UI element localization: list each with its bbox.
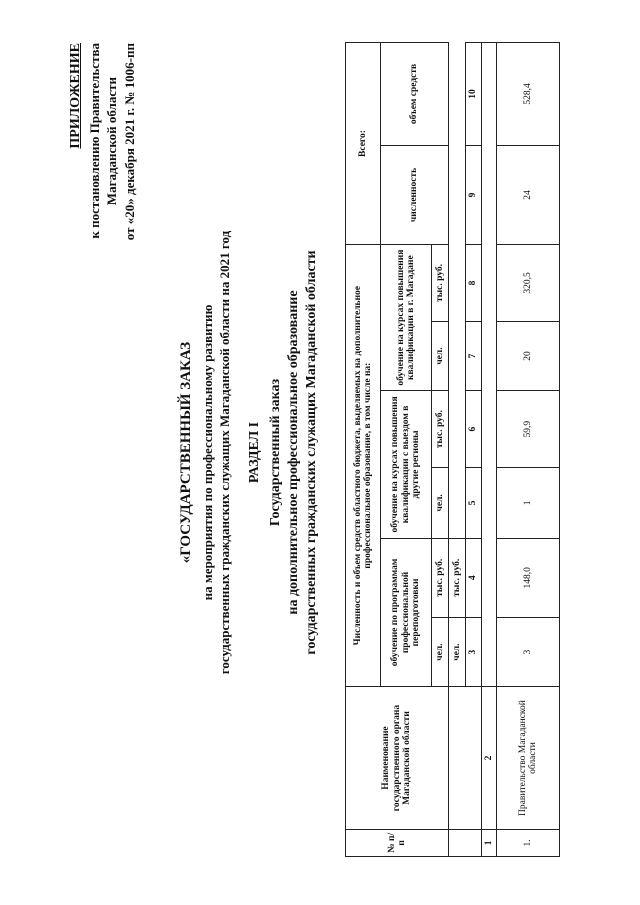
column-number: 6 xyxy=(466,391,482,468)
header-agency-name: Наименование государственного органа Магаданской области xyxy=(346,687,449,829)
section-line-1: Государственный заказ xyxy=(268,378,283,527)
header-courses-other-regions: обучение на курсах повышения квалификации с выездом в другие регионы xyxy=(381,391,432,538)
column-number: 10 xyxy=(466,43,482,146)
column-number: 9 xyxy=(466,145,482,244)
order-title: «ГОСУДАРСТВЕННЫЙ ЗАКАЗ xyxy=(178,341,194,564)
column-number: 5 xyxy=(466,468,482,539)
unit-thousand-rub: тыс. руб. xyxy=(432,245,449,322)
order-line-2: государственных гражданских служащих Магаданской области на 2021 год xyxy=(217,230,232,675)
unit-people: чел. xyxy=(449,617,466,686)
row-spacer xyxy=(481,43,497,687)
row-agency-name: Правительство Магаданской области xyxy=(497,687,560,829)
appendix-line-1: к постановлению Правительства xyxy=(87,43,102,239)
header-budget: Численность и объем средств областного бюджета, выделяемых на дополнительное профессиональное образование, в том числе на: xyxy=(346,245,381,687)
section-title: РАЗДЕЛ I xyxy=(247,421,262,484)
appendix-title: ПРИЛОЖЕНИЕ xyxy=(68,43,83,149)
row-number: 1. xyxy=(497,829,560,856)
column-number: 3 xyxy=(466,617,482,686)
order-line-1: на мероприятия по профессиональному развитию xyxy=(200,304,215,601)
section-line-3: государственных гражданских служащих Магаданской области xyxy=(304,250,319,655)
appendix-line-2: Магаданской области xyxy=(104,77,119,206)
unit-thousand-rub: тыс. руб. xyxy=(432,538,449,617)
header-number: № п/п xyxy=(346,829,449,856)
unit-spacer xyxy=(449,687,482,829)
header-count: численность xyxy=(381,145,449,244)
column-number: 7 xyxy=(466,321,482,390)
order-table xyxy=(345,42,560,857)
header-retraining: обучение по программам профессиональной переподготовки xyxy=(381,538,432,687)
unit-thousand-rub: тыс. руб. xyxy=(449,538,466,617)
section-line-2: на дополнительное профессиональное образование xyxy=(286,290,301,615)
cell-retrain-people: 3 xyxy=(497,617,560,686)
header-courses-magadan: обучение на курсах повышения квалификации в г. Магадане xyxy=(381,245,432,391)
cell-retrain-volume: 148,0 xyxy=(497,538,560,617)
unit-people: чел. xyxy=(432,617,449,686)
cell-courses-out-people: 1 xyxy=(497,468,560,539)
cell-courses-out-volume: 59,9 xyxy=(497,391,560,468)
header-total: Всего: xyxy=(346,43,381,245)
cell-total-count: 24 xyxy=(497,145,560,244)
unit-spacer xyxy=(449,829,482,856)
column-number: 8 xyxy=(466,245,482,322)
unit-people: чел. xyxy=(432,321,449,390)
unit-thousand-rub: тыс. руб. xyxy=(432,391,449,468)
table-row xyxy=(497,43,560,857)
column-number: 4 xyxy=(466,538,482,617)
column-number: 2 xyxy=(481,687,497,829)
header-volume: объем средств xyxy=(381,43,449,146)
unit-people: чел. xyxy=(432,468,449,539)
column-number: 1 xyxy=(481,829,497,856)
cell-courses-mag-people: 20 xyxy=(497,321,560,390)
cell-total-volume: 528,4 xyxy=(497,43,560,146)
cell-courses-mag-volume: 320,5 xyxy=(497,245,560,322)
appendix-line-3: от «20» декабря 2021 г. № 1006-пп xyxy=(122,43,137,241)
